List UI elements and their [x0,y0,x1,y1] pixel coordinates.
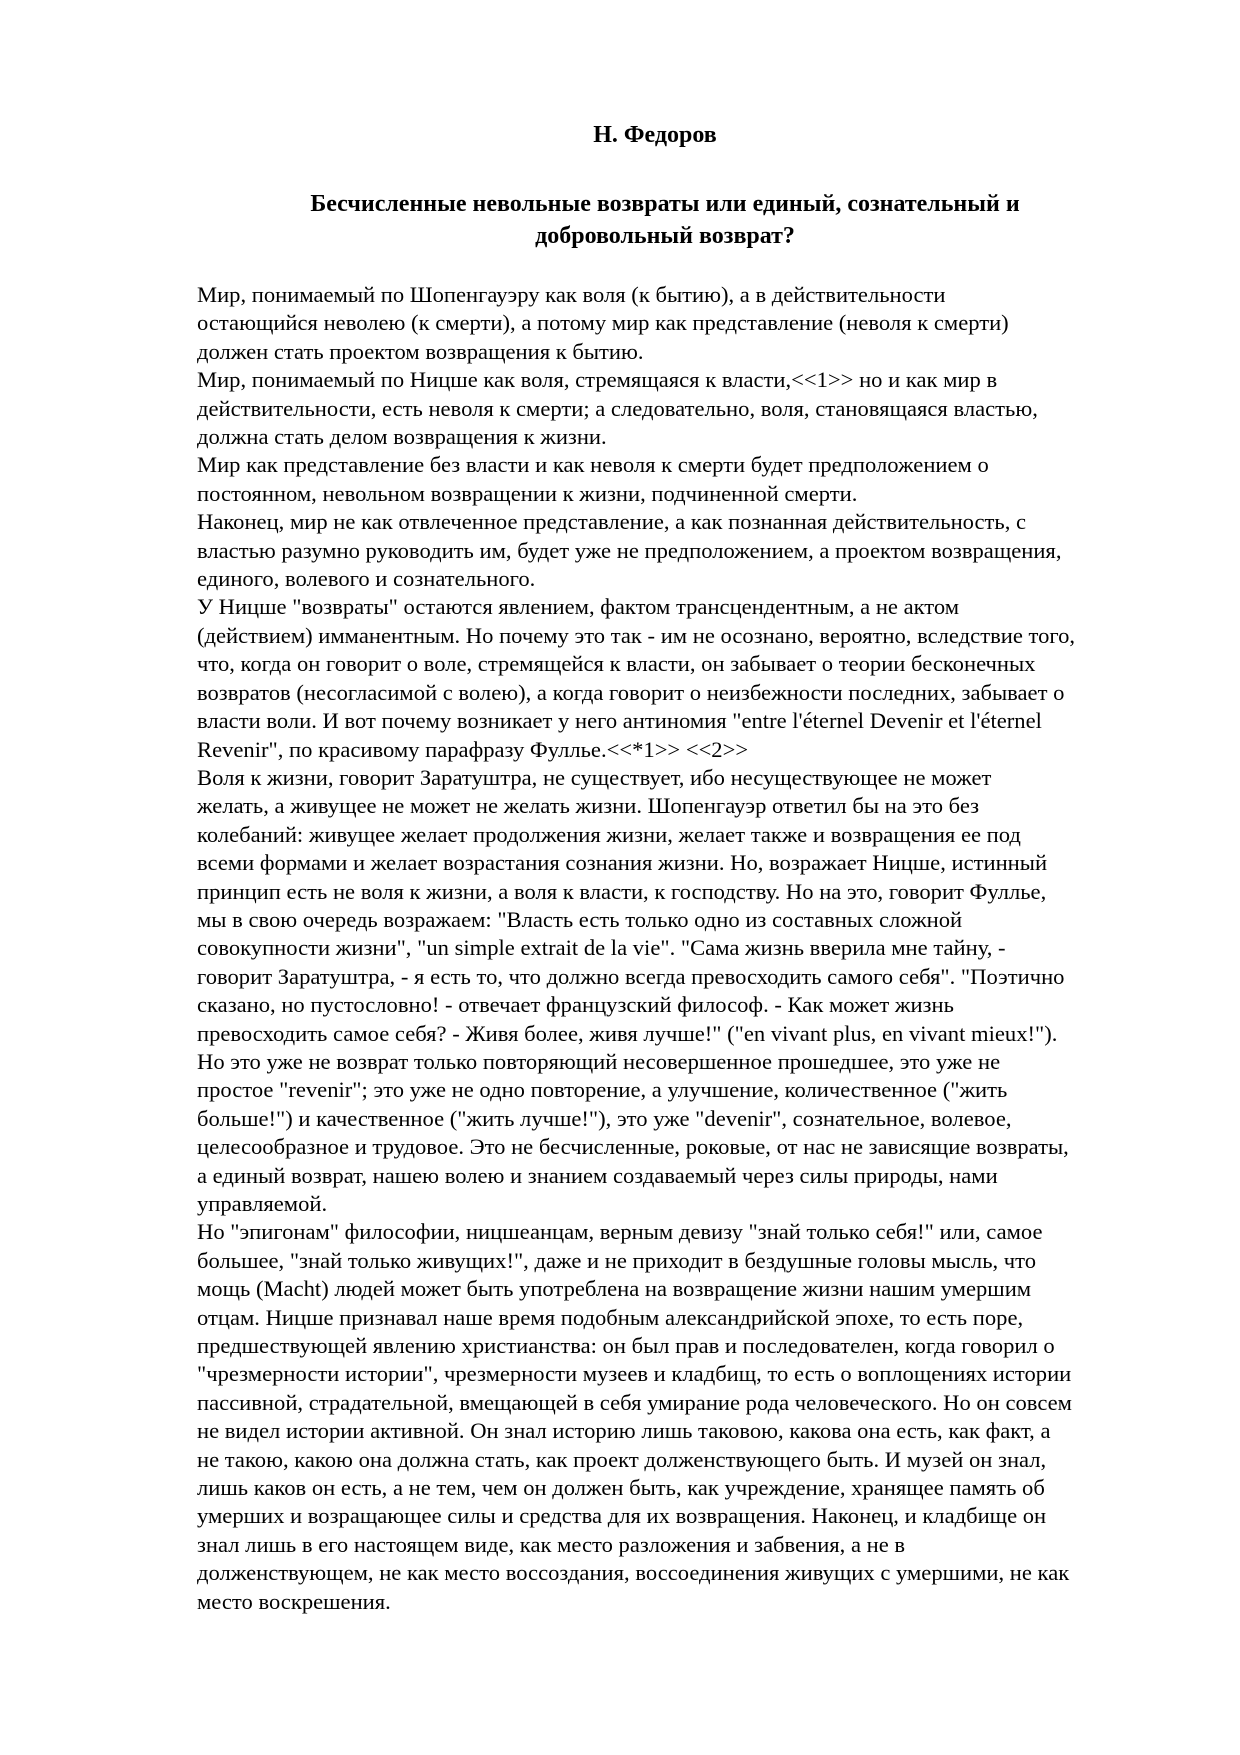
paragraph-line: постоянном, невольном возвращении к жизни, подчиненной смерти. [197,480,858,506]
paragraph-line: что, когда он говорит о воле, стремящейся к власти, он забывает о теории бесконечных [197,651,1036,677]
paragraph-line: мы в свою очередь возражаем: "Власть есть только одно из составных сложной [197,906,963,932]
paragraph-line: желать, а живущее не может не желать жизни. Шопенгауэр ответил бы на это без [197,793,980,819]
paragraph-line: совокупности жизни", "un simple extrait de la vie". "Сама жизнь вверила мне тайну, - [197,935,1006,961]
paragraph-line: властью разумно руководить им, будет уже не предположением, а проектом возвращения, [197,537,1062,563]
paragraph-line: управляемой. [197,1191,328,1216]
body-text [178,281,1158,1616]
paragraph [178,366,1158,451]
document-title [225,188,1105,252]
paragraph-line: больше!") и качественное ("жить лучше!"), это уже "devenir", сознательное, волевое, [197,1105,1012,1131]
paragraph [178,508,1158,593]
paragraph [178,764,1158,1219]
paragraph-line: не такою, какою она должна стать, как проект долженствующего быть. И музей он знал, [197,1446,1047,1472]
paragraph-line: "чрезмерности истории", чрезмерности музеев и кладбищ, то есть о воплощениях истории [197,1361,1072,1387]
paragraph-line: Но "эпигонам" философии, ницшеанцам, верным девизу "знай только себя!" или, самое [197,1219,1043,1245]
paragraph-line: предшествующей явлению христианства: он был прав и последователен, когда говорил о [197,1333,1055,1359]
paragraph-line: не видел истории активной. Он знал историю лишь таковою, какова она есть, как факт, а [197,1418,1051,1444]
paragraph [178,281,1158,366]
paragraph-line: Мир как представление без власти и как неволя к смерти будет предположением о [197,452,989,478]
paragraph-line: остающийся неволею (к смерти), а потому мир как представление (неволя к смерти) [197,310,1009,336]
paragraph-line: Но это уже не возврат только повторяющий несовершенное прошедшее, это уже не [197,1048,1001,1074]
paragraph-line: Наконец, мир не как отвлеченное представление, а как познанная действительность, с [197,509,1027,535]
paragraph-line: долженствующем, не как место воссоздания, воссоединения живущих с умершими, не как [197,1560,1070,1586]
paragraph-line: (действием) имманентным. Но почему это так - им не осознано, вероятно, вследствие того, [197,622,1076,648]
paragraph-line: знал лишь в его настоящем виде, как место разложения и забвения, а не в [197,1531,906,1557]
paragraph-line: Revenir", по красивому парафразу Фуллье.<<*1>> <<2>> [197,736,749,762]
paragraph-line: а единый возврат, нашею волею и знанием создаваемый через силы природы, нами [197,1162,998,1188]
paragraph-line: превосходить самое себя? - Живя более, живя лучше!" ("en vivant plus, en vivant mieux!"). [197,1020,1058,1046]
paragraph-line: простое "revenir"; это уже не одно повторение, а улучшение, количественное ("жить [197,1077,1008,1103]
paragraph-line: лишь каков он есть, а не тем, чем он должен быть, как учреждение, хранящее память об [197,1475,1045,1501]
paragraph-line: Мир, понимаемый по Ницше как воля, стремящаяся к власти,<<1>> но и как мир в [197,367,998,393]
paragraph [178,593,1158,763]
paragraph [178,451,1158,508]
paragraph-line: принцип есть не воля к жизни, а воля к власти, к господству. Но на это, говорит Фуллье, [197,878,1047,904]
paragraph-line: власти воли. И вот почему возникает у него антиномия "entre l'éternel Devenir et l'éternel [197,708,1042,734]
paragraph-line: единого, волевого и сознательного. [197,566,536,592]
paragraph [178,1218,1158,1616]
paragraph-line: отцам. Ницше признавал наше время подобным александрийской эпохе, то есть поре, [197,1304,1024,1330]
paragraph-line: действительности, есть неволя к смерти; а следовательно, воля, становящаяся властью, [197,395,1038,421]
author-name: Н. Федоров [593,122,717,148]
paragraph-line: говорит Заратуштра, - я есть то, что должно всегда превосходить самого себя". "Поэтично [197,963,1065,989]
title-line: добровольный возврат? [535,223,795,249]
paragraph-line: умерших и возращающее силы и средства для их возвращения. Наконец, и кладбище он [197,1503,1047,1529]
paragraph-line: большее, "знай только живущих!", даже и не приходит в бездушные головы мысль, что [197,1247,1037,1273]
paragraph-line: сказано, но пустословно! - отвечает французский философ. - Как может жизнь [197,992,954,1018]
paragraph-line: Мир, понимаемый по Шопенгауэру как воля (к бытию), а в действительности [197,282,946,307]
title-line: Бесчисленные невольные возвраты или единый, сознательный и [310,191,1020,217]
paragraph-line: должен стать проектом возвращения к бытию. [197,338,644,364]
paragraph-line: должна стать делом возвращения к жизни. [197,424,607,450]
paragraph-line: пассивной, страдательной, вмещающей в себя умирание рода человеческого. Но он совсем [197,1389,1072,1415]
paragraph-line: всеми формами и желает возрастания сознания жизни. Но, возражает Ницше, истинный [197,850,1048,876]
paragraph-line: возвратов (несогласимой с волею), а когда говорит о неизбежности последних, забывает о [197,679,1065,705]
paragraph-line: место воскрешения. [197,1588,391,1614]
paragraph-line: У Ницше "возвраты" остаются явлением, фактом трансцендентным, а не актом [197,594,960,620]
paragraph-line: мощь (Macht) людей может быть употреблена на возвращение жизни нашим умершим [197,1276,1032,1302]
paragraph-line: Воля к жизни, говорит Заратуштра, не существует, ибо несуществующее не может [197,764,992,790]
paragraph-line: целесообразное и трудовое. Это не бесчисленные, роковые, от нас не зависящие возвраты, [197,1134,1069,1160]
paragraph-line: колебаний: живущее желает продолжения жизни, желает также и возвращения ее под [197,821,1021,847]
